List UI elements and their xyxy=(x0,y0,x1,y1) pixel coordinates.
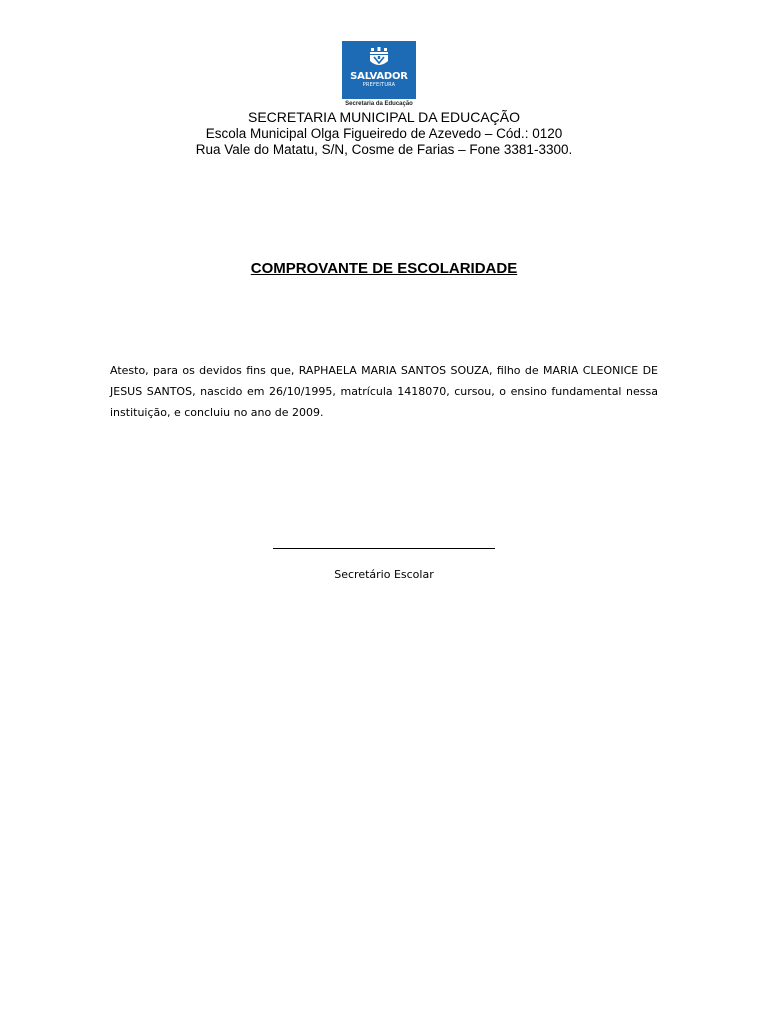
logo-subtitle: PREFEITURA xyxy=(362,82,396,88)
signature-line xyxy=(273,548,495,549)
school-address: Rua Vale do Matatu, S/N, Cosme de Farias – Fone 3381-3300. xyxy=(195,142,573,157)
logo-title: SALVADOR xyxy=(350,71,408,82)
department-name: SECRETARIA MUNICIPAL DA EDUCAÇÃO xyxy=(247,109,520,125)
logo-caption: Secretaria da Educação xyxy=(345,101,413,107)
document-title: COMPROVANTE DE ESCOLARIDADE xyxy=(250,260,518,277)
city-emblem-icon xyxy=(342,47,416,69)
salvador-logo xyxy=(342,41,416,99)
school-name: Escola Municipal Olga Figueiredo de Azevedo – Cód.: 0120 xyxy=(205,126,563,141)
signature-label: Secretário Escolar xyxy=(334,568,434,581)
certificate-body: Atesto, para os devidos fins que, RAPHAELA MARIA SANTOS SOUZA, filho de MARIA CLEONICE DE JESUS SANTOS, nascido em 26/10/1995, matrícula 1418070, cursou, o ensino fundamental nessa instituição, e concluiu no ano de 2009. xyxy=(110,364,658,419)
